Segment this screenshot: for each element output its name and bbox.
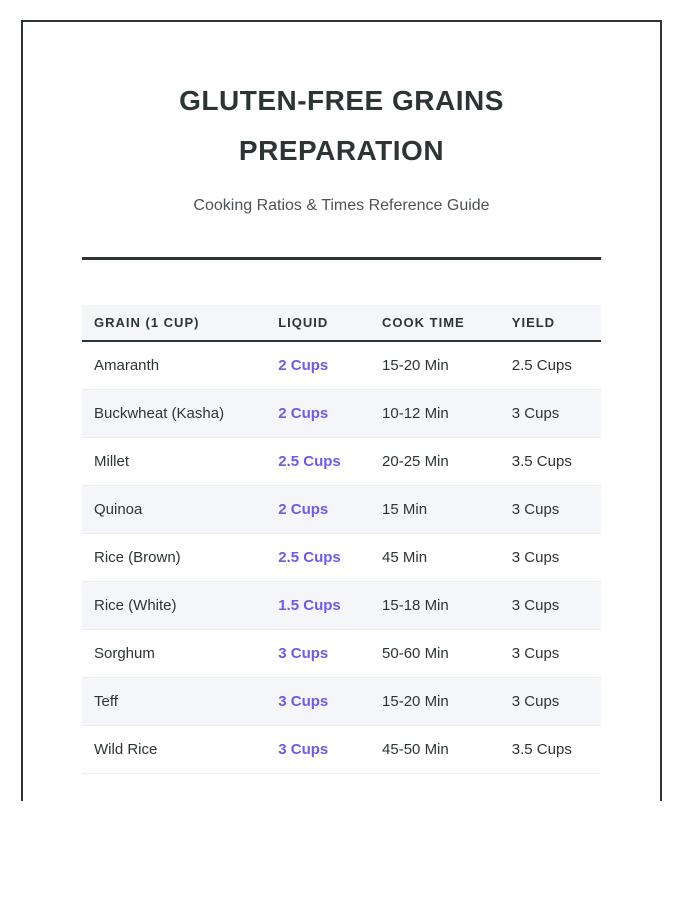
yield-amount-cell: 3 Cups [500,533,601,581]
column-header-liquid: LIQUID [266,305,370,341]
cook-time-cell: 15-20 Min [370,341,500,390]
cook-time-cell: 20-25 Min [370,437,500,485]
yield-amount-cell: 3.5 Cups [500,725,601,773]
grain-name-cell: Wild Rice [82,725,266,773]
liquid-amount-cell: 3 Cups [266,629,370,677]
cook-time-cell: 10-12 Min [370,389,500,437]
cook-time-cell: 45 Min [370,533,500,581]
liquid-amount-cell: 2 Cups [266,389,370,437]
liquid-amount-cell: 2 Cups [266,485,370,533]
page-title: GLUTEN-FREE GRAINS PREPARATION [179,85,504,167]
table-row [82,629,601,677]
liquid-amount-cell: 1.5 Cups [266,581,370,629]
reference-card [21,20,662,801]
table-row [82,341,601,390]
grain-name-cell: Quinoa [82,485,266,533]
table-row [82,389,601,437]
yield-amount-cell: 3 Cups [500,389,601,437]
liquid-amount-cell: 3 Cups [266,725,370,773]
liquid-amount-cell: 3 Cups [266,677,370,725]
yield-amount-cell: 3 Cups [500,581,601,629]
table-row [82,437,601,485]
grain-name-cell: Sorghum [82,629,266,677]
cook-time-cell: 15-18 Min [370,581,500,629]
cook-time-cell: 45-50 Min [370,725,500,773]
grain-name-cell: Buckwheat (Kasha) [82,389,266,437]
yield-amount-cell: 3 Cups [500,629,601,677]
table-row [82,533,601,581]
yield-amount-cell: 3 Cups [500,677,601,725]
cook-time-cell: 15 Min [370,485,500,533]
title-divider [82,257,601,260]
grains-table [82,305,601,774]
cook-time-cell: 15-20 Min [370,677,500,725]
column-header-cook-time: COOK TIME [370,305,500,341]
liquid-amount-cell: 2 Cups [266,341,370,390]
grain-name-cell: Amaranth [82,341,266,390]
cook-time-cell: 50-60 Min [370,629,500,677]
column-header-grain: GRAIN (1 CUP) [82,305,266,341]
grain-name-cell: Rice (White) [82,581,266,629]
yield-amount-cell: 3.5 Cups [500,437,601,485]
yield-amount-cell: 3 Cups [500,485,601,533]
table-row [82,485,601,533]
table-row [82,677,601,725]
table-row [82,581,601,629]
grain-name-cell: Rice (Brown) [82,533,266,581]
grain-name-cell: Teff [82,677,266,725]
liquid-amount-cell: 2.5 Cups [266,437,370,485]
grain-name-cell: Millet [82,437,266,485]
yield-amount-cell: 2.5 Cups [500,341,601,390]
liquid-amount-cell: 2.5 Cups [266,533,370,581]
table-row [82,725,601,773]
page-subtitle: Cooking Ratios & Times Reference Guide [193,196,490,214]
grains-table-body [82,341,601,774]
column-header-yield: YIELD [500,305,601,341]
table-header-row [82,305,601,341]
